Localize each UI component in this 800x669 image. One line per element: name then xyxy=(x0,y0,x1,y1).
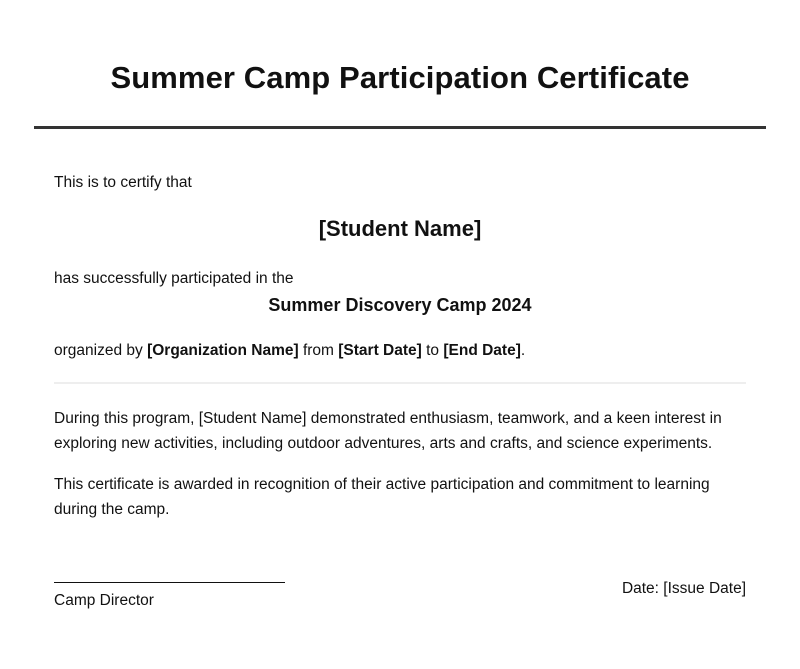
organized-prefix: organized by xyxy=(54,342,148,359)
to-word: to xyxy=(421,342,444,359)
certificate-title: Summer Camp Participation Certificate xyxy=(110,60,690,95)
program-description: During this program, [Student Name] demonstrated enthusiasm, teamwork, and a keen interest in exploring new activities, including outdoor adventures, arts and crafts, and science experiments. xyxy=(54,410,722,452)
issue-date: Date: [Issue Date] xyxy=(621,580,746,597)
organization-name: [Organization Name] xyxy=(147,342,299,359)
certify-intro: This is to certify that xyxy=(54,174,192,191)
signature-label: Camp Director xyxy=(54,592,154,609)
organized-suffix: . xyxy=(520,342,526,359)
organized-by-line xyxy=(54,339,525,363)
start-date: [Start Date] xyxy=(338,342,422,359)
student-name: [Student Name] xyxy=(318,216,482,241)
signature-line xyxy=(54,582,285,583)
from-word: from xyxy=(298,342,339,359)
participation-text: has successfully participated in the xyxy=(54,270,294,287)
end-date: [End Date] xyxy=(443,342,521,359)
section-divider xyxy=(54,382,746,384)
program-name: Summer Discovery Camp 2024 xyxy=(268,295,532,315)
recognition-statement: This certificate is awarded in recognition of their active participation and commitment to learning during the camp. xyxy=(54,476,710,518)
title-divider xyxy=(34,126,766,129)
